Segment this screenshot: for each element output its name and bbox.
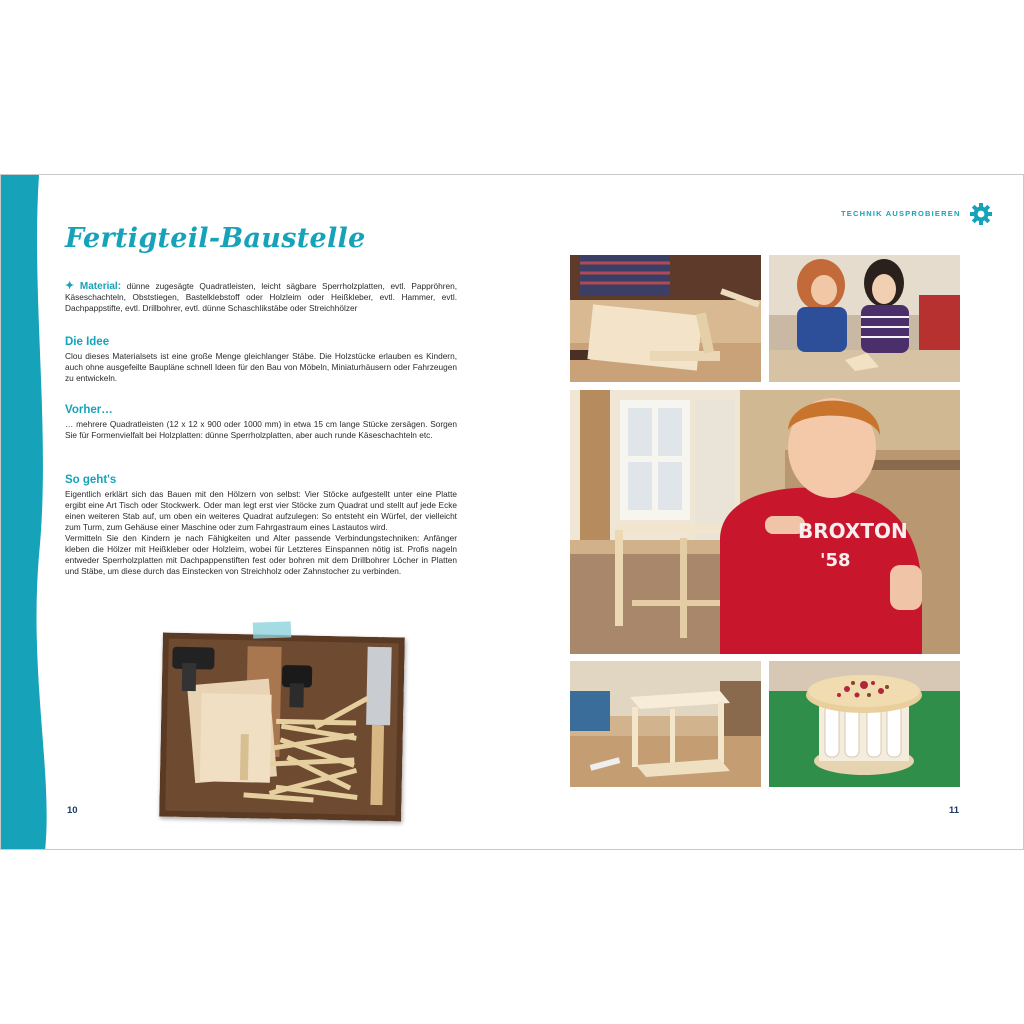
idee-section — [65, 336, 457, 384]
tshirt-text-broxton: BROXTON — [798, 519, 908, 543]
vorher-heading: Vorher… — [65, 404, 113, 416]
photo-round-carousel — [769, 661, 960, 787]
idee-text: Clou dieses Materialsets ist eine große Menge gleichlanger Stäbe. Die Holzstücke erlauben es Kindern, auch ohne ausgefeilte Baupläne schnell Ideen für den Bau von Möbeln, Miniaturhäusern oder Fahrzeugen zu entwickeln. — [65, 351, 457, 383]
photo-two-girls — [769, 255, 960, 382]
book-spread — [0, 174, 1024, 850]
so-gehts-heading: So geht's — [65, 474, 117, 486]
photo-boy-with-structure — [570, 390, 960, 654]
vorher-section — [65, 404, 457, 441]
so-gehts-paragraph-2: Vermitteln Sie den Kindern je nach Fähigkeiten und Alter passende Verbindungstechniken: Anfänger kleben die Hölzer mit Heißkleber oder Holzleim, wobei für Letzteres Einspannen nötig ist. Profis nageln entweder Sperrholzplatten mit Dachpappenstiften fest oder bohren mit dem Drillbohrer Löcher in Platten und Stäbe, um diese durch das Einstecken von Streichholz oder Zahnstocher zu verbinden. — [65, 533, 457, 576]
right-page — [513, 175, 1024, 850]
vorher-text: … mehrere Quadratleisten (12 x 12 x 900 oder 1000 mm) in etwa 15 cm lange Stücke zersägen. Sorgen Sie für Formenvielfalt bei Holzplatten: dünne Sperrholzplatten, aber auch runde Käseschachteln etc. — [65, 419, 457, 440]
star-icon: ✦ — [65, 280, 75, 292]
material-text: dünne zugesägte Quadratleisten, leicht sägbare Sperrholzplatten, evtl. Pappröhren, Käseschachteln, Obststiegen, Bastelklebstoff oder Holzleim oder Heißkleber, evtl. Hammer, evtl. Dachpappstifte, evtl. Drillbohrer, evtl. dünne Schaschlikstäbe oder Streichhölzer — [65, 281, 458, 313]
left-page — [1, 175, 513, 850]
photo-workbench-pieces — [570, 255, 761, 382]
teal-side-band — [1, 175, 49, 850]
running-head: TECHNIK AUSPROBIEREN — [841, 209, 961, 218]
material-section — [65, 281, 457, 314]
material-label: Material: — [79, 281, 122, 292]
so-gehts-section — [65, 474, 457, 577]
gear-icon — [969, 202, 993, 226]
idee-heading: Die Idee — [65, 336, 110, 348]
tools-photo — [159, 632, 405, 821]
tshirt-text-number: '58 — [820, 550, 851, 571]
page-title: Fertigteil-Baustelle — [65, 223, 366, 254]
photo-cube-structure — [570, 661, 761, 787]
page-number-right: 11 — [949, 805, 960, 816]
page-number-left: 10 — [67, 805, 78, 816]
so-gehts-paragraph-1: Eigentlich erklärt sich das Bauen mit den Hölzern von selbst: Vier Stöcke aufgestellt unter eine Platte ergibt eine Art Tisch oder Stockwerk. Oder man legt erst vier Stöcke zum Quadrat und stellt auf jede Ecke einen weiteren Stab auf, um oben ein weiteres Quadrat aufzulegen: So entsteht ein Würfel, der vielleicht zum Turm, zum Gehäuse einer Maschine oder zum Fahrgastraum eines Lastautos wird. — [65, 489, 457, 532]
tape-strip — [253, 621, 292, 638]
